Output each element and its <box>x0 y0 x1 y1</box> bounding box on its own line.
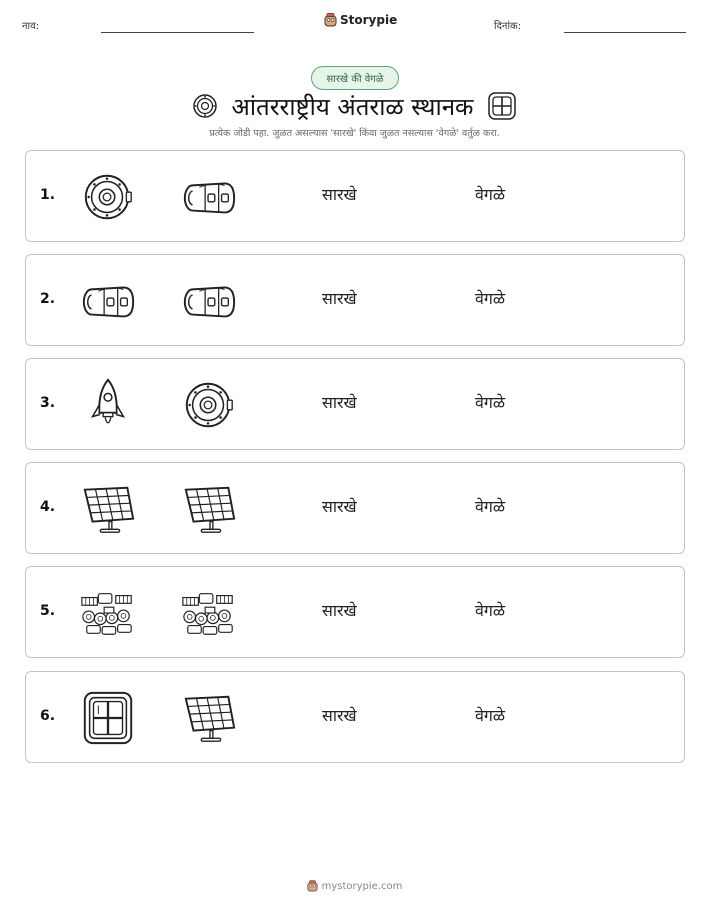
instruction-text: प्रत्येक जोडी पहा. जुळत असल्यास 'सारखे' किंवा जुळत नसल्यास 'वेगळे' वर्तुळ करा. <box>209 128 500 139</box>
solar-panel-icon <box>79 480 137 538</box>
module-icon <box>180 272 238 330</box>
station-icon <box>180 584 238 642</box>
hatch-icon <box>79 168 137 226</box>
option-same[interactable]: सारखे <box>322 706 357 725</box>
footer-url: mystorypie.com <box>321 880 403 892</box>
question-number: 4. <box>40 499 56 515</box>
option-different[interactable]: वेगळे <box>475 497 506 516</box>
name-label: नाव: <box>22 21 40 32</box>
option-same[interactable]: सारखे <box>322 601 357 620</box>
question-number: 6. <box>40 708 56 724</box>
window-icon <box>79 689 137 747</box>
option-same[interactable]: सारखे <box>322 497 357 516</box>
question-card <box>25 150 685 242</box>
porthole-icon <box>192 93 218 119</box>
footer <box>0 880 709 892</box>
window-icon <box>487 91 517 121</box>
question-card <box>25 254 685 346</box>
solar-panel-icon <box>180 480 238 538</box>
question-card <box>25 671 685 763</box>
question-number: 3. <box>40 395 56 411</box>
storypie-mascot-icon <box>324 13 337 27</box>
title-row <box>0 88 709 124</box>
brand-logo <box>324 13 397 27</box>
question-number: 5. <box>40 603 56 619</box>
question-number: 1. <box>40 187 56 203</box>
solar-panel-icon <box>180 689 238 747</box>
option-same[interactable]: सारखे <box>322 289 357 308</box>
brand-name: Storypie <box>340 13 398 27</box>
activity-tag: सारखे की वेगळे <box>311 66 399 90</box>
hatch-icon <box>180 376 238 434</box>
option-different[interactable]: वेगळे <box>475 706 506 725</box>
page-title: आंतरराष्ट्रीय अंतराळ स्थानक <box>231 92 474 121</box>
option-different[interactable]: वेगळे <box>475 393 506 412</box>
module-icon <box>180 168 238 226</box>
rocket-icon <box>79 376 137 434</box>
worksheet-header <box>0 0 709 40</box>
module-icon <box>79 272 137 330</box>
option-different[interactable]: वेगळे <box>475 601 506 620</box>
date-field-line[interactable] <box>564 32 686 33</box>
station-icon <box>79 584 137 642</box>
storypie-mascot-icon <box>307 880 318 892</box>
name-field-line[interactable] <box>101 32 254 33</box>
date-label: दिनांक: <box>494 21 522 32</box>
option-different[interactable]: वेगळे <box>475 185 506 204</box>
question-card <box>25 462 685 554</box>
option-different[interactable]: वेगळे <box>475 289 506 308</box>
option-same[interactable]: सारखे <box>322 393 357 412</box>
question-number: 2. <box>40 291 56 307</box>
option-same[interactable]: सारखे <box>322 185 357 204</box>
question-card <box>25 566 685 658</box>
question-card <box>25 358 685 450</box>
